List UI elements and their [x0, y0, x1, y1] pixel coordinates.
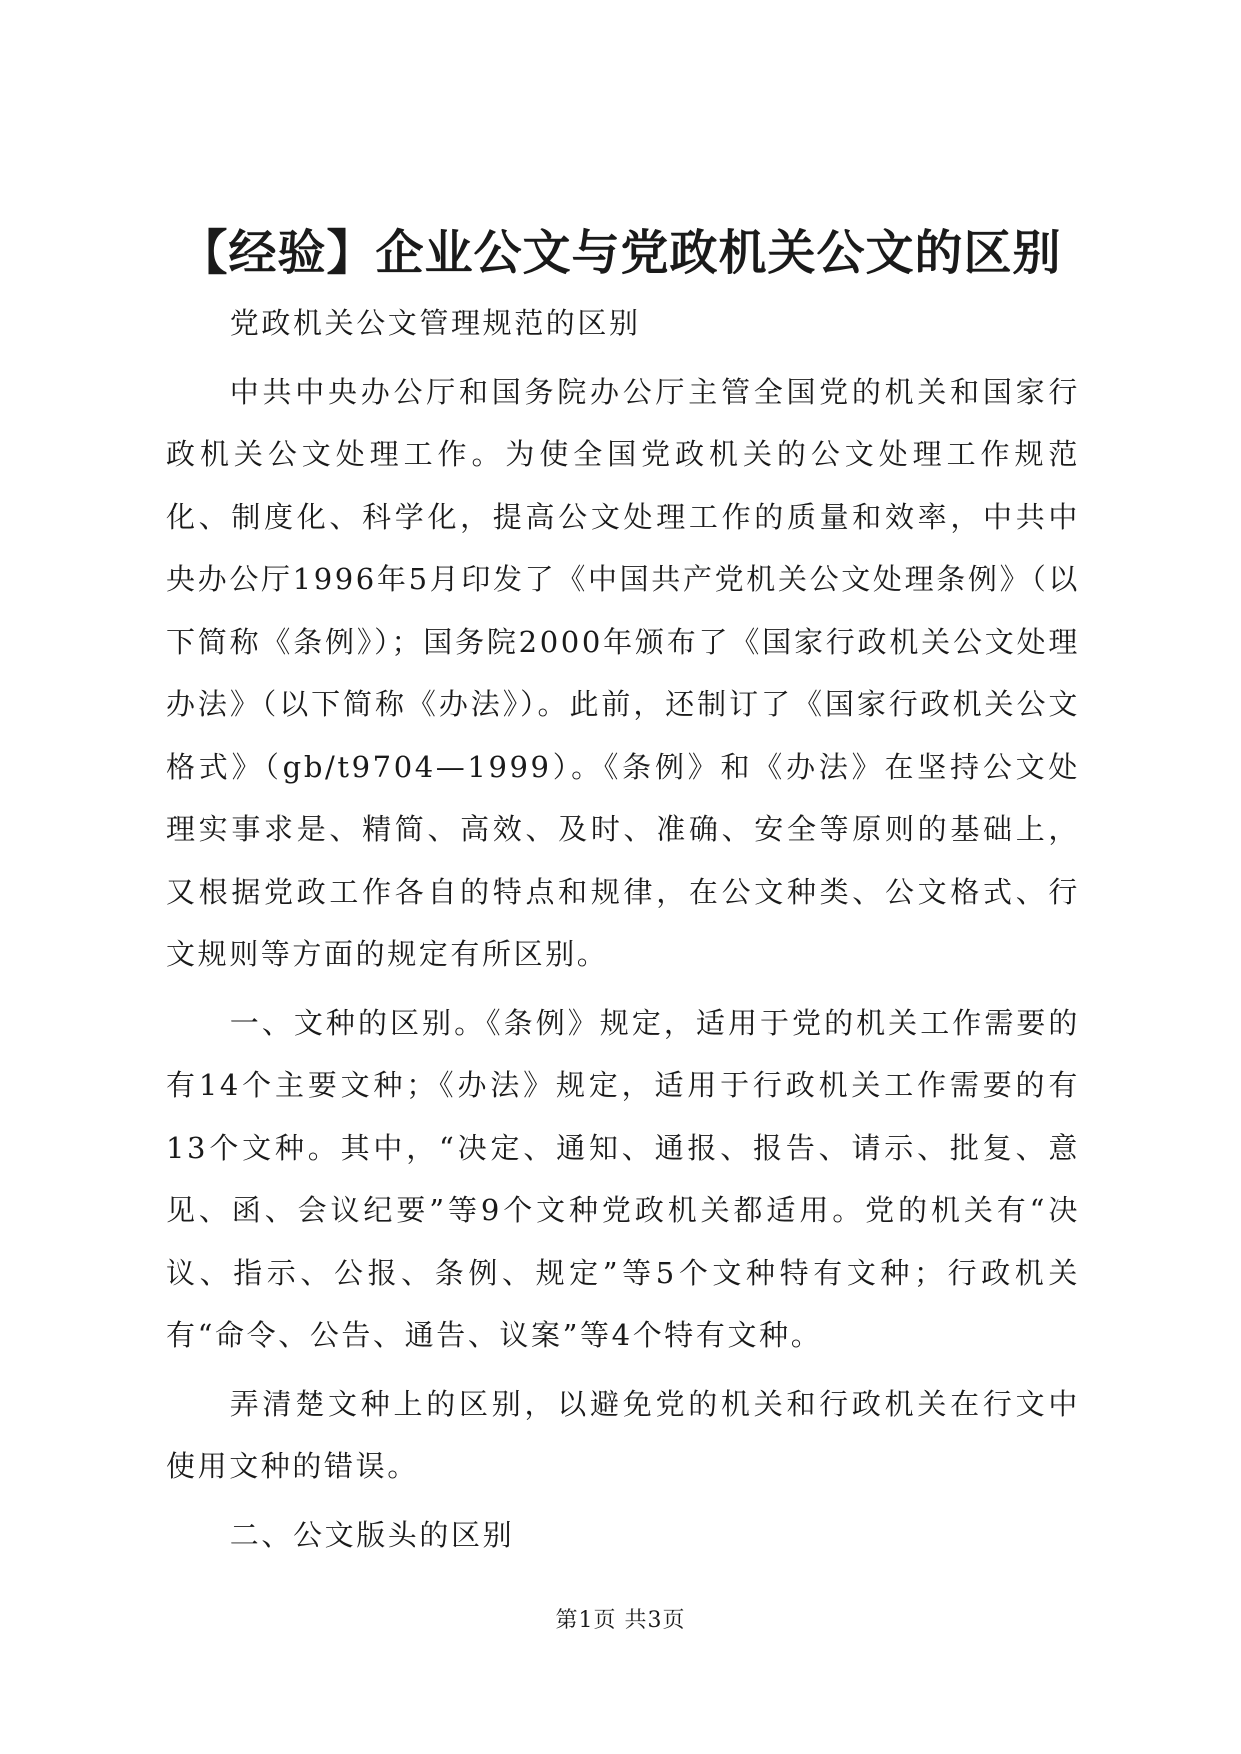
document-title: 【经验】企业公文与党政机关公文的区别 [179, 225, 1062, 281]
document-body [166, 292, 1080, 1566]
paragraph-subtitle: 党政机关公文管理规范的区别 [229, 306, 641, 340]
paragraph-intro: 中共中央办公厅和国务院办公厅主管全国党的机关和国家行政机关公文处理工作。为使全国党政机关的公文处理工作规范化、制度化、科学化，提高公文处理工作的质量和效率，中共中央办公厅1996年5月印发了《中国共产党机关公文处理条例》（以下简称《条例》）；国务院2000年颁布了《国家行政机关公文处理办法》（以下简称《办法》）。此前，还制订了《国家行政机关公文格式》（gb/t9704—1999）。《条例》和《办法》在坚持公文处理实事求是、精简、高效、及时、准确、安全等原则的基础上，又根据党政工作各自的特点和规律，在公文种类、公文格式、行文规则等方面的规定有所区别。 [166, 374, 1080, 971]
paragraph-note: 弄清楚文种上的区别，以避免党的机关和行政机关在行文中使用文种的错误。 [166, 1386, 1080, 1483]
page-number-footer: 第1页 共3页 [555, 1608, 686, 1633]
paragraph-section-two: 二、公文版头的区别 [229, 1517, 515, 1552]
paragraph-section-one: 一、文种的区别。《条例》规定，适用于党的机关工作需要的有14个主要文种；《办法》规定，适用于行政机关工作需要的有13个文种。其中，“决定、通知、通报、报告、请示、批复、意见、函、会议纪要”等9个文种党政机关都适用。党的机关有“决议、指示、公报、条例、规定”等5个文种特有文种；行政机关有“命令、公告、通告、议案”等4个特有文种。 [166, 1005, 1080, 1352]
